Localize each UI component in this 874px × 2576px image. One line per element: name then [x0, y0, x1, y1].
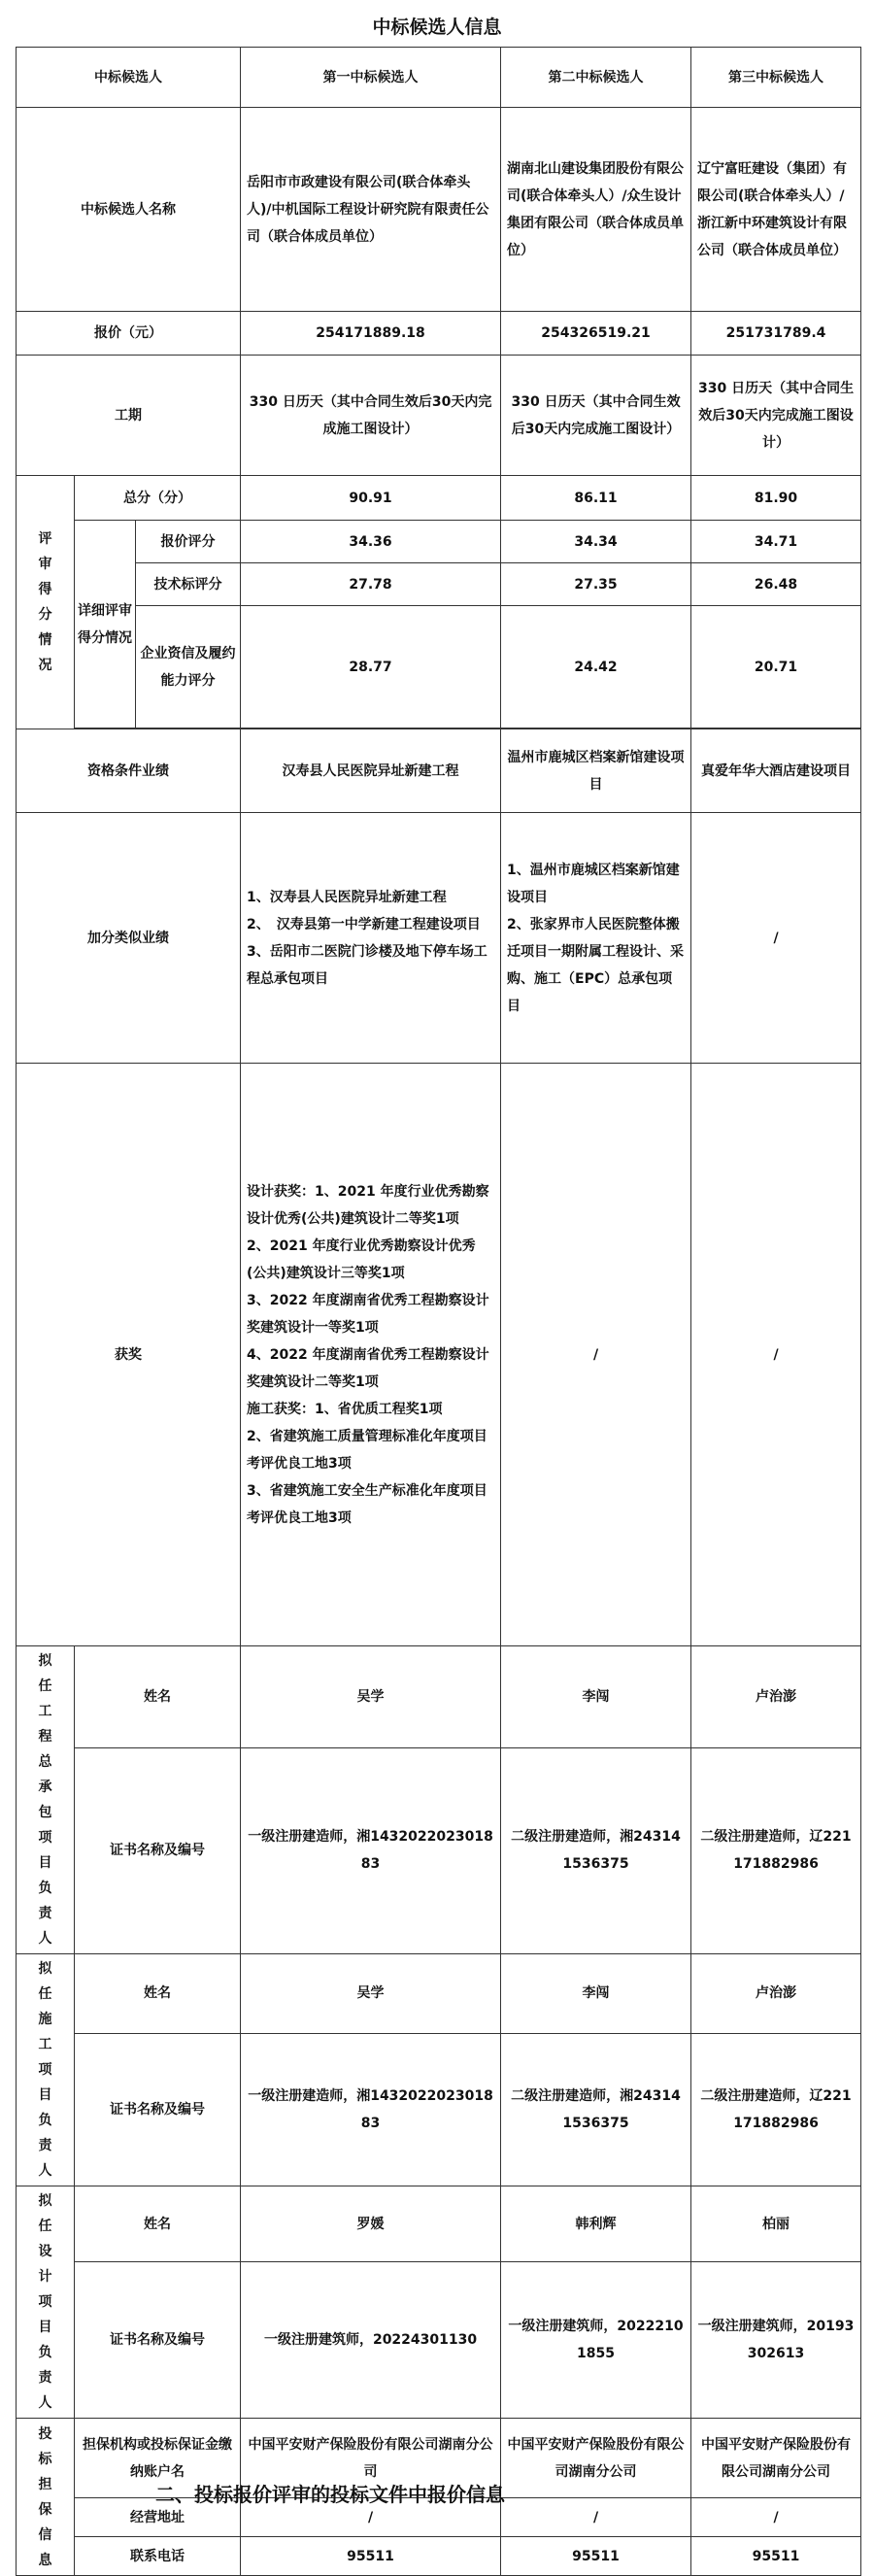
score-bid-label: 报价评分	[136, 521, 241, 563]
guarantee-phone-second: 95511	[501, 2537, 691, 2576]
score-credit-first: 28.77	[241, 606, 501, 729]
qual-label: 资格条件业绩	[17, 729, 241, 813]
score-total-label: 总分（分）	[75, 476, 241, 521]
award-item: 4、2022 年度湖南省优秀工程勘察设计奖建筑设计二等奖1项	[247, 1346, 489, 1390]
bonus-first-item: 1、汉寿县人民医院异址新建工程	[247, 889, 447, 905]
qual-first: 汉寿县人民医院异址新建工程	[241, 729, 501, 813]
construction-name-label: 姓名	[75, 1954, 241, 2034]
award-item: 2、省建筑施工质量管理标准化年度项目考评优良工地3项	[247, 1428, 487, 1472]
score-credit-row	[17, 606, 861, 729]
construction-name-first: 吴学	[241, 1954, 501, 2034]
header-first: 第一中标候选人	[241, 48, 501, 108]
price-third: 251731789.4	[691, 312, 861, 356]
award-second: /	[501, 1064, 691, 1646]
header-second: 第二中标候选人	[501, 48, 691, 108]
construction-cert-third: 二级注册建造师，辽221171882986	[691, 2033, 861, 2186]
score-tech-first: 27.78	[241, 563, 501, 606]
construction-cert-row	[17, 2033, 861, 2186]
construction-cert-label: 证书名称及编号	[75, 2033, 241, 2186]
price-row	[17, 312, 861, 356]
score-bid-third: 34.71	[691, 521, 861, 563]
design-cert-first: 一级注册建筑师，20224301130	[241, 2262, 501, 2419]
design-cert-row	[17, 2262, 861, 2419]
period-row	[17, 356, 861, 476]
score-credit-label: 企业资信及履约能力评分	[136, 606, 241, 729]
bonus-label: 加分类似业绩	[17, 813, 241, 1064]
qual-third: 真爱年华大酒店建设项目	[691, 729, 861, 813]
award-label: 获奖	[17, 1064, 241, 1646]
award-item: 2、2021 年度行业优秀勘察设计优秀(公共)建筑设计三等奖1项	[247, 1237, 476, 1281]
bonus-first-item: 3、岳阳市二医院门诊楼及地下停车场工程总承包项目	[247, 943, 487, 987]
bonus-second-item: 2、张家界市人民医院整体搬迁项目一期附属工程设计、采购、施工（EPC）总承包项目	[507, 916, 685, 1014]
score-total-row	[17, 476, 861, 521]
epc-cert-third: 二级注册建造师，辽221171882986	[691, 1747, 861, 1953]
bonus-second	[501, 813, 691, 1064]
award-row	[17, 1064, 861, 1646]
page-title: 中标候选人信息	[372, 17, 502, 38]
construction-name-row	[17, 1954, 861, 2034]
guarantee-account-second: 中国平安财产保险股份有限公司湖南分公司	[501, 2419, 691, 2498]
epc-label: 拟任工程总承包项目负责人	[17, 1646, 75, 1954]
score-group-label: 评审得分情况	[17, 476, 75, 729]
epc-name-first: 吴学	[241, 1646, 501, 1748]
construction-name-second: 李闯	[501, 1954, 691, 2034]
name-label: 中标候选人名称	[17, 108, 241, 312]
epc-cert-second: 二级注册建造师，湘243141536375	[501, 1747, 691, 1953]
guarantee-label: 投标担保信息	[17, 2419, 75, 2576]
guarantee-address-second: /	[501, 2498, 691, 2537]
score-bid-first: 34.36	[241, 521, 501, 563]
period-second: 330 日历天（其中合同生效后30天内完成施工图设计）	[501, 356, 691, 476]
guarantee-account-label: 担保机构或投标保证金缴纳账户名	[75, 2419, 241, 2498]
footer-heading: 二、投标报价评审的投标文件中报价信息	[155, 2483, 505, 2506]
score-total-second: 86.11	[501, 476, 691, 521]
period-first: 330 日历天（其中合同生效后30天内完成施工图设计）	[241, 356, 501, 476]
design-cert-second: 一级注册建筑师，20222101855	[501, 2262, 691, 2419]
design-name-first: 罗媛	[241, 2186, 501, 2262]
bonus-first	[241, 813, 501, 1064]
score-credit-second: 24.42	[501, 606, 691, 729]
guarantee-phone-label: 联系电话	[75, 2537, 241, 2576]
score-detail-label: 详细评审得分情况	[75, 521, 136, 729]
award-item: 施工获奖：1、省优质工程奖1项	[247, 1401, 443, 1417]
award-third: /	[691, 1064, 861, 1646]
qual-row	[17, 729, 861, 813]
name-row	[17, 108, 861, 312]
award-item: 3、2022 年度湖南省优秀工程勘察设计奖建筑设计一等奖1项	[247, 1292, 489, 1336]
header-candidate: 中标候选人	[17, 48, 241, 108]
score-total-third: 81.90	[691, 476, 861, 521]
design-name-third: 柏丽	[691, 2186, 861, 2262]
design-name-second: 韩利辉	[501, 2186, 691, 2262]
bonus-first-item: 2、 汉寿县第一中学新建工程建设项目	[247, 916, 481, 932]
guarantee-phone-first: 95511	[241, 2537, 501, 2576]
construction-label: 拟任施工项目负责人	[17, 1954, 75, 2186]
guarantee-account-third: 中国平安财产保险股份有限公司湖南分公司	[691, 2419, 861, 2498]
bonus-second-item: 1、温州市鹿城区档案新馆建设项目	[507, 862, 680, 905]
design-label: 拟任设计项目负责人	[17, 2186, 75, 2419]
award-first	[241, 1064, 501, 1646]
price-first: 254171889.18	[241, 312, 501, 356]
period-label: 工期	[17, 356, 241, 476]
epc-name-row	[17, 1646, 861, 1748]
construction-cert-first: 一级注册建造师，湘143202202301883	[241, 2033, 501, 2186]
guarantee-account-first: 中国平安财产保险股份有限公司湖南分公司	[241, 2419, 501, 2498]
score-tech-third: 26.48	[691, 563, 861, 606]
candidate-table	[16, 47, 861, 2576]
guarantee-phone-third: 95511	[691, 2537, 861, 2576]
epc-name-third: 卢治澎	[691, 1646, 861, 1748]
design-name-label: 姓名	[75, 2186, 241, 2262]
score-tech-label: 技术标评分	[136, 563, 241, 606]
bonus-row	[17, 813, 861, 1064]
design-name-row	[17, 2186, 861, 2262]
guarantee-address-third: /	[691, 2498, 861, 2537]
guarantee-address-first: /	[241, 2498, 501, 2537]
construction-cert-second: 二级注册建造师，湘243141536375	[501, 2033, 691, 2186]
score-bid-second: 34.34	[501, 521, 691, 563]
epc-name-label: 姓名	[75, 1646, 241, 1748]
design-cert-label: 证书名称及编号	[75, 2262, 241, 2419]
name-second: 湖南北山建设集团股份有限公司(联合体牵头人）/众生设计集团有限公司（联合体成员单位）	[501, 108, 691, 312]
guarantee-phone-row	[17, 2537, 861, 2576]
price-label: 报价（元）	[17, 312, 241, 356]
score-total-first: 90.91	[241, 476, 501, 521]
epc-cert-label: 证书名称及编号	[75, 1747, 241, 1953]
name-third: 辽宁富旺建设（集团）有限公司(联合体牵头人）/浙江新中环建筑设计有限公司（联合体成员单位）	[691, 108, 861, 312]
score-tech-row	[17, 563, 861, 606]
header-third: 第三中标候选人	[691, 48, 861, 108]
period-third: 330 日历天（其中合同生效后30天内完成施工图设计）	[691, 356, 861, 476]
qual-second: 温州市鹿城区档案新馆建设项目	[501, 729, 691, 813]
price-second: 254326519.21	[501, 312, 691, 356]
award-item: 3、省建筑施工安全生产标准化年度项目考评优良工地3项	[247, 1482, 487, 1526]
epc-cert-first: 一级注册建造师，湘143202202301883	[241, 1747, 501, 1953]
score-credit-third: 20.71	[691, 606, 861, 729]
name-first: 岳阳市市政建设有限公司(联合体牵头人)/中机国际工程设计研究院有限责任公司（联合体成员单位）	[241, 108, 501, 312]
construction-name-third: 卢治澎	[691, 1954, 861, 2034]
design-cert-third: 一级注册建筑师，20193302613	[691, 2262, 861, 2419]
epc-name-second: 李闯	[501, 1646, 691, 1748]
header-row	[17, 48, 861, 108]
bonus-third: /	[691, 813, 861, 1064]
award-item: 设计获奖：1、2021 年度行业优秀勘察设计优秀(公共)建筑设计二等奖1项	[247, 1183, 489, 1227]
score-tech-second: 27.35	[501, 563, 691, 606]
guarantee-address-label: 经营地址	[75, 2498, 241, 2537]
epc-cert-row	[17, 1747, 861, 1953]
score-bid-row	[17, 521, 861, 563]
